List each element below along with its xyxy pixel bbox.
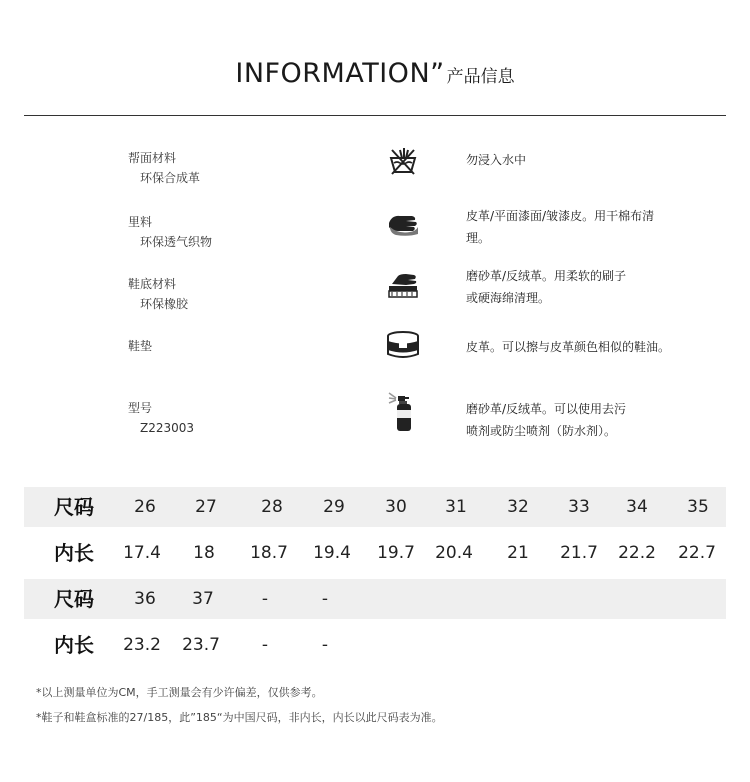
size-table	[24, 487, 726, 671]
inner-length-row	[24, 533, 726, 573]
no-soak-icon	[386, 144, 420, 178]
length-cell: 21	[507, 543, 529, 563]
length-cell: 20.4	[435, 543, 473, 563]
care-line: 皮革/平面漆面/皱漆皮。用干棉布清	[466, 209, 655, 223]
care-instruction	[466, 398, 716, 442]
material-label: 鞋垫	[128, 339, 153, 353]
length-cell: 19.7	[377, 543, 415, 563]
care-line: 喷剂或防尘喷剂（防水剂）。	[466, 424, 617, 438]
material-lining	[128, 212, 212, 252]
size-cell: 28	[261, 497, 283, 517]
material-upper	[128, 148, 200, 188]
row-header: 内长	[54, 633, 94, 657]
length-cell: 19.4	[313, 543, 351, 563]
care-line: 理。	[466, 231, 491, 245]
care-line: 皮革。可以擦与皮革颜色相似的鞋油。	[466, 340, 671, 354]
size-cell: -	[261, 589, 269, 609]
model-number: Z223003	[140, 421, 195, 435]
shoe-polish-icon	[386, 328, 420, 362]
row-header: 内长	[54, 541, 94, 565]
size-row	[24, 487, 726, 527]
size-cell: 26	[134, 497, 156, 517]
size-cell: 36	[134, 589, 156, 609]
cloth-wipe-icon	[386, 205, 420, 239]
size-cell: 37	[192, 589, 214, 609]
inner-length-row	[24, 625, 726, 665]
care-instruction	[466, 149, 716, 171]
size-cell: 32	[507, 497, 529, 517]
length-cell: 22.2	[618, 543, 656, 563]
care-line: 勿浸入水中	[466, 153, 527, 167]
material-model	[128, 398, 194, 438]
measurement-note: *以上测量单位为CM，手工测量会有少许偏差，仅供参考。	[36, 686, 323, 699]
length-cell: 21.7	[560, 543, 598, 563]
spray-can-icon	[386, 390, 420, 432]
size-cell: -	[321, 589, 329, 609]
material-label: 型号	[128, 401, 153, 415]
length-cell: -	[321, 635, 329, 655]
material-insole	[128, 336, 152, 356]
material-label: 鞋底材料	[128, 277, 177, 291]
title-divider	[24, 115, 726, 116]
care-instruction	[466, 336, 716, 358]
material-sole	[128, 274, 188, 314]
row-header: 尺码	[54, 495, 94, 519]
size-cell: 34	[626, 497, 648, 517]
care-line: 磨砂革/反绒革。用柔软的刷子	[466, 269, 627, 283]
care-instruction	[466, 265, 716, 309]
material-value: 环保橡胶	[140, 297, 189, 311]
care-instruction	[466, 205, 716, 249]
page-title-en: INFORMATION”	[235, 58, 445, 89]
size-cell: 27	[195, 497, 217, 517]
length-cell: 22.7	[678, 543, 716, 563]
row-header: 尺码	[54, 587, 94, 611]
size-cell: 33	[568, 497, 590, 517]
material-value: 环保合成革	[140, 171, 201, 185]
material-label: 里料	[128, 215, 153, 229]
length-cell: 23.2	[123, 635, 161, 655]
length-cell: 18	[193, 543, 215, 563]
size-row	[24, 579, 726, 619]
page-title	[0, 58, 750, 89]
brush-icon	[386, 266, 420, 300]
size-standard-note: *鞋子和鞋盒标准的27/185，此”185“为中国尺码，非内长，内长以此尺码表为准。	[36, 711, 443, 724]
length-cell: -	[261, 635, 269, 655]
length-cell: 18.7	[250, 543, 288, 563]
care-line: 或硬海绵清理。	[466, 291, 551, 305]
care-line: 磨砂革/反绒革。可以使用去污	[466, 402, 627, 416]
material-label: 帮面材料	[128, 151, 177, 165]
size-cell: 31	[445, 497, 467, 517]
page-title-cn: 产品信息	[446, 67, 515, 87]
size-cell: 29	[323, 497, 345, 517]
material-value: 环保透气织物	[140, 235, 213, 249]
size-cell: 35	[687, 497, 709, 517]
size-cell: 30	[385, 497, 407, 517]
length-cell: 17.4	[123, 543, 161, 563]
length-cell: 23.7	[182, 635, 220, 655]
